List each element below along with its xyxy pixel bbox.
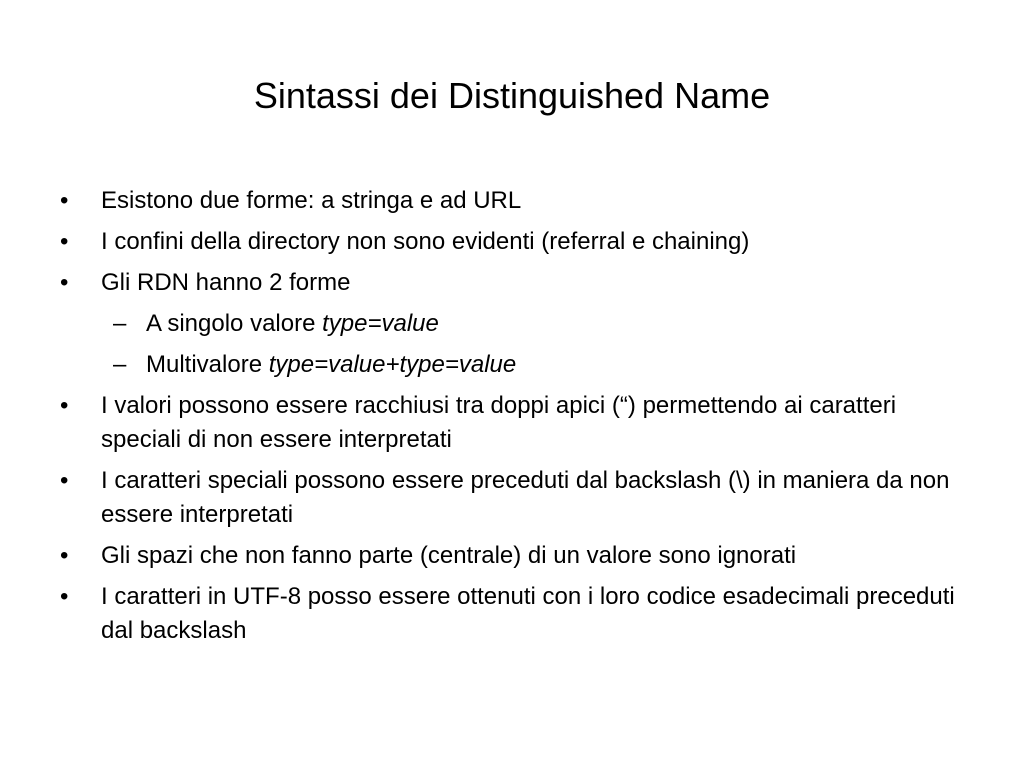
bullet-text: I caratteri speciali possono essere preceduti dal backslash (\) in maniera da non essere interpretati	[101, 467, 950, 528]
bullet-text: I valori possono essere racchiusi tra doppi apici (“) permettendo ai caratteri speciali di non essere interpretati	[101, 392, 897, 453]
bullet-item	[60, 580, 960, 648]
bullet-item	[60, 266, 960, 300]
sub-bullet-item	[60, 348, 960, 382]
bullet-text: Gli RDN hanno 2 forme	[101, 269, 351, 296]
bullet-icon: •	[60, 542, 69, 569]
bullet-text: Esistono due forme: a stringa e ad URL	[101, 187, 522, 214]
sub-bullet-syntax: type=value	[322, 310, 439, 337]
bullet-list	[60, 184, 960, 655]
bullet-icon: •	[60, 467, 69, 494]
bullet-text: I confini della directory non sono evidenti (referral e chaining)	[101, 228, 750, 255]
bullet-item	[60, 225, 960, 259]
bullet-icon: •	[60, 583, 69, 610]
bullet-icon: •	[60, 187, 69, 214]
sub-bullet-item	[60, 307, 960, 341]
sub-bullet-syntax: type=value+type=value	[268, 351, 517, 378]
slide-title: Sintassi dei Distinguished Name	[253, 75, 771, 116]
sub-bullet-text: Multivalore	[146, 351, 269, 378]
dash-icon: –	[113, 351, 127, 378]
dash-icon: –	[113, 310, 127, 337]
sub-bullet-text: A singolo valore	[146, 310, 323, 337]
bullet-item	[60, 464, 960, 532]
bullet-item	[60, 539, 960, 573]
bullet-text: Gli spazi che non fanno parte (centrale) di un valore sono ignorati	[101, 542, 797, 569]
bullet-icon: •	[60, 228, 69, 255]
bullet-icon: •	[60, 392, 69, 419]
bullet-item	[60, 389, 960, 457]
bullet-item	[60, 184, 960, 218]
bullet-icon: •	[60, 269, 69, 296]
bullet-text: I caratteri in UTF-8 posso essere ottenuti con i loro codice esadecimali preceduti dal backslash	[101, 583, 955, 644]
